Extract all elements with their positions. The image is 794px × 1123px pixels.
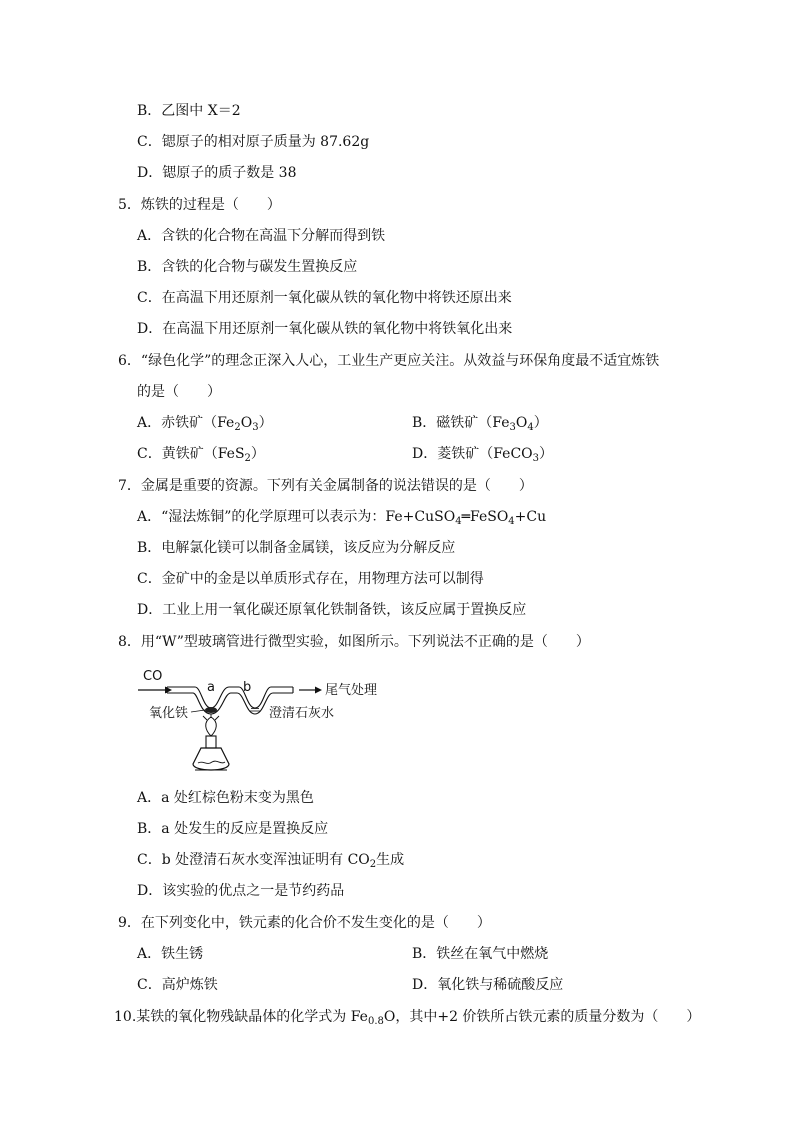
lamp-wick-holder bbox=[206, 736, 216, 748]
q7-option-a: A．“湿法炼铜”的化学原理可以表示为：Fe+CuSO$_4$═FeSO$_4$+Cu bbox=[137, 509, 547, 527]
q4-option-b: B．乙图中 X＝2 bbox=[137, 103, 241, 119]
q9-option-c: C．高炉炼铁 bbox=[137, 977, 218, 993]
diagram-label-b: b bbox=[243, 680, 252, 695]
diagram-label-limewater: 澄清石灰水 bbox=[269, 706, 335, 721]
q5-option-c: C．在高温下用还原剂一氧化碳从铁的氧化物中将铁还原出来 bbox=[137, 290, 512, 306]
diagram-label-co: CO bbox=[143, 669, 163, 684]
flame-icon bbox=[206, 717, 217, 736]
q7-option-c: C．金矿中的金是以单质形式存在，用物理方法可以制得 bbox=[137, 571, 484, 587]
q9-option-a: A．铁生锈 bbox=[137, 946, 204, 962]
iron-oxide-powder bbox=[205, 707, 217, 713]
q8-stem: 8．用“W”型玻璃管进行微型实验，如图所示。下列说法不正确的是（ ） bbox=[118, 634, 590, 650]
q6-option-b: B．磁铁矿$(Fe_3O_4)$ bbox=[412, 415, 548, 433]
q6-stem-line1: 6．“绿色化学”的理念正深入人心，工业生产更应关注。从效益与环保角度最不适宜炼铁 bbox=[118, 353, 660, 369]
q9-option-b: B．铁丝在氧气中燃烧 bbox=[412, 946, 549, 962]
q7-stem: 7．金属是重要的资源。下列有关金属制备的说法错误的是（ ） bbox=[118, 478, 533, 494]
q8-option-c: C．b 处澄清石灰水变浑浊证明有 $CO_2$生成 bbox=[137, 852, 405, 870]
q7-option-d: D．工业上用一氧化碳还原氧化铁制备铁，该反应属于置换反应 bbox=[137, 602, 527, 618]
q6-stem-line2: 的是（ ） bbox=[137, 384, 221, 400]
q8-option-b: B．a 处发生的反应是置换反应 bbox=[137, 821, 329, 837]
q9-option-d: D．氧化铁与稀硫酸反应 bbox=[412, 977, 564, 993]
q4-option-c: C．锶原子的相对原子质量为 87.62g bbox=[137, 134, 370, 150]
q8-option-a: A．a 处红棕色粉末变为黑色 bbox=[137, 790, 314, 806]
q6-option-c: C．黄铁矿（FeS$_2$） bbox=[137, 446, 265, 464]
q7-option-b: B．电解氯化镁可以制备金属镁，该反应为分解反应 bbox=[137, 540, 456, 556]
diagram-label-a: a bbox=[207, 680, 215, 695]
tail-gas-arrowhead bbox=[315, 687, 322, 694]
q4-option-d: D．锶原子的质子数是 38 bbox=[137, 165, 297, 181]
diagram-label-tail-gas: 尾气处理 bbox=[325, 683, 378, 698]
q5-stem: 5．炼铁的过程是（ ） bbox=[118, 197, 281, 213]
diagram-label-iron-oxide: 氧化铁 bbox=[149, 706, 189, 721]
q8-option-d: D．该实验的优点之一是节约药品 bbox=[137, 883, 345, 899]
q6-option-d: D．菱铁矿（FeCO$_3$） bbox=[412, 446, 554, 464]
q6-option-a: A．赤铁矿$(Fe_2O_3)$ bbox=[137, 415, 273, 433]
q5-option-a: A．含铁的化合物在高温下分解而得到铁 bbox=[137, 228, 386, 244]
q10-stem: 10.某铁的氧化物残缺晶体的化学式为 $Fe_{0.8}O$，其中+2 价铁所占铁元素的质量分数为（ ） bbox=[114, 1009, 701, 1027]
w-tube-outer bbox=[167, 687, 293, 708]
q9-stem: 9．在下列变化中，铁元素的化合价不发生变化的是（ ） bbox=[118, 915, 491, 931]
q5-option-b: B．含铁的化合物与碳发生置换反应 bbox=[137, 259, 358, 275]
alcohol-lamp-icon bbox=[193, 748, 229, 770]
w-tube-experiment-diagram bbox=[135, 664, 395, 779]
q5-option-d: D．在高温下用还原剂一氧化碳从铁的氧化物中将铁氧化出来 bbox=[137, 321, 513, 337]
